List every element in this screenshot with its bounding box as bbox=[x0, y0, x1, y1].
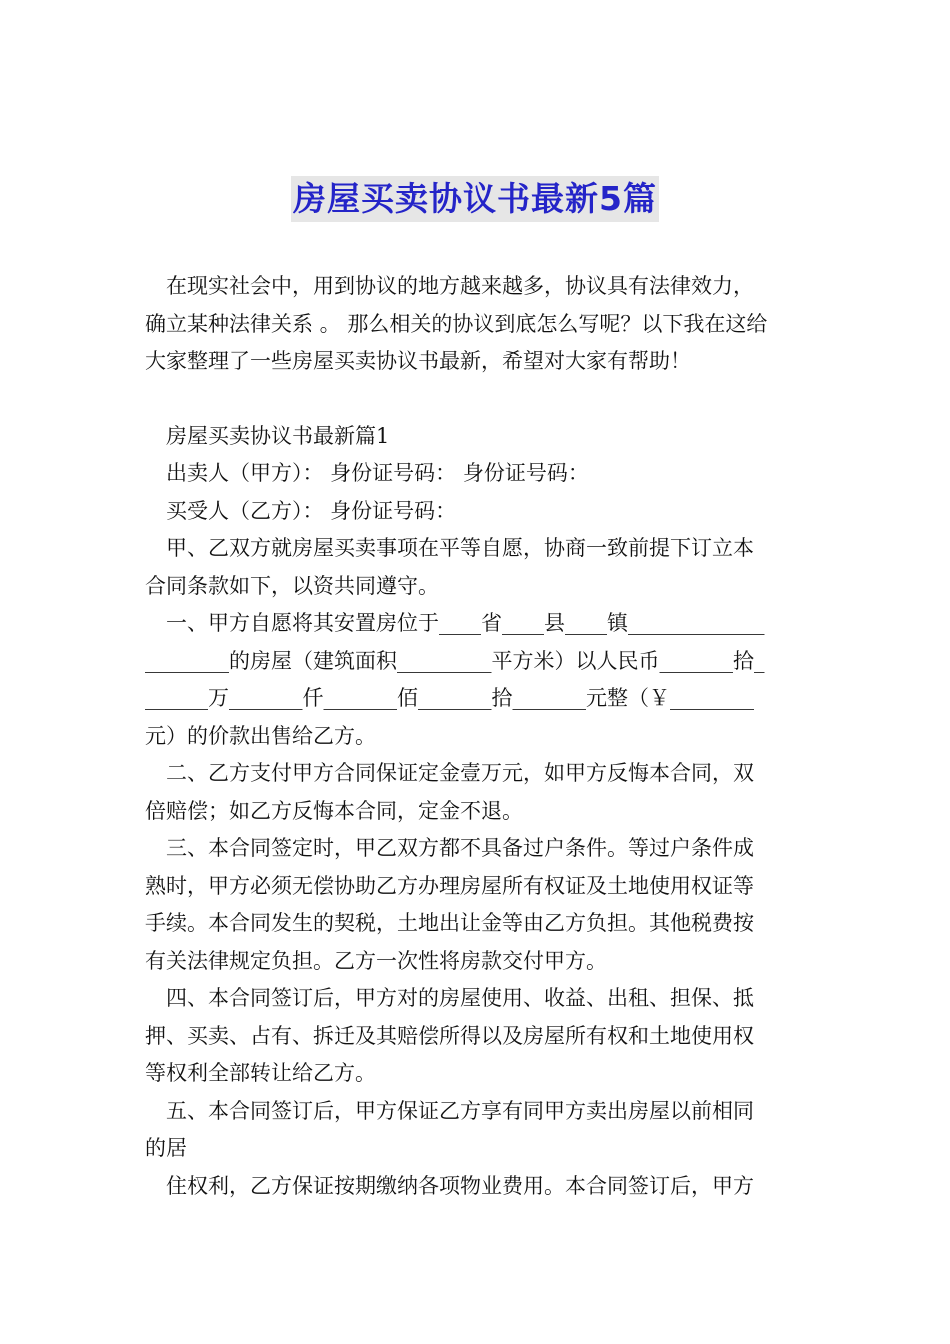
clause-5-continuation: 住权利，乙方保证按期缴纳各项物业费用。本合同签订后，甲方 bbox=[166, 1173, 754, 1198]
clause-3 bbox=[145, 830, 807, 980]
clause-3-line: 三、本合同签定时，甲乙双方都不具备过户条件。等过户条件成 bbox=[166, 836, 754, 860]
clause-2-line: 二、乙方支付甲方合同保证定金壹万元，如甲方反悔本合同，双 bbox=[166, 761, 754, 785]
clause-4-line: 等权利全部转让给乙方。 bbox=[145, 1061, 376, 1085]
clause-2-line: 倍赔偿；如乙方反悔本合同，定金不退。 bbox=[145, 798, 523, 823]
clause-4-line: 押、买卖、占有、拆迁及其赔偿所得以及房屋所有权和土地使用权 bbox=[145, 1023, 754, 1048]
clause-1-line: ______万_______仟_______佰_______拾_______元整（￥________ bbox=[145, 686, 754, 710]
section-heading: 房屋买卖协议书最新篇1 bbox=[166, 423, 390, 448]
clause-1 bbox=[145, 605, 807, 755]
clause-3-line: 手续。本合同发生的契税，土地出让金等由乙方负担。其他税费按 bbox=[145, 911, 754, 935]
document-title: 房屋买卖协议书最新5篇 bbox=[291, 176, 659, 222]
preamble-line: 合同条款如下，以资共同遵守。 bbox=[145, 573, 439, 598]
intro-line: 在现实社会中，用到协议的地方越来越多，协议具有法律效力， bbox=[166, 274, 754, 298]
clause-1-line: 一、甲方自愿将其安置房位于____省____县____镇_____________ bbox=[166, 611, 765, 635]
preamble-paragraph bbox=[145, 530, 807, 605]
paragraph-gap bbox=[145, 381, 807, 418]
clause-5-line: 五、本合同签订后，甲方保证乙方享有同甲方卖出房屋以前相同 bbox=[166, 1098, 754, 1123]
document-body bbox=[145, 268, 807, 1205]
intro-paragraph bbox=[145, 268, 807, 381]
clause-4 bbox=[145, 980, 807, 1093]
clause-3-line: 有关法律规定负担。乙方一次性将房款交付甲方。 bbox=[145, 948, 607, 973]
clause-4-line: 四、本合同签订后，甲方对的房屋使用、收益、出租、担保、抵 bbox=[166, 986, 754, 1010]
clause-2 bbox=[145, 755, 807, 830]
intro-line: 确立某种法律关系 。 那么相关的协议到底怎么写呢？以下我在这给 bbox=[145, 311, 768, 336]
preamble-line: 甲、乙双方就房屋买卖事项在平等自愿，协商一致前提下订立本 bbox=[166, 536, 754, 560]
clause-1-line: ________的房屋（建筑面积_________平方米）以人民币_______拾_ bbox=[145, 648, 765, 673]
seller-line: 出卖人（甲方）： 身份证号码： 身份证号码： bbox=[166, 461, 589, 485]
clause-3-line: 熟时，甲方必须无偿协助乙方办理房屋所有权证及土地使用权证等 bbox=[145, 873, 754, 898]
title-container bbox=[0, 176, 950, 222]
clause-5 bbox=[145, 1093, 807, 1206]
intro-line: 大家整理了一些房屋买卖协议书最新，希望对大家有帮助！ bbox=[145, 349, 691, 373]
clause-5-line: 的居 bbox=[145, 1136, 187, 1160]
clause-1-line: 元）的价款出售给乙方。 bbox=[145, 723, 376, 748]
buyer-line: 买受人（乙方）： 身份证号码： bbox=[166, 498, 457, 523]
